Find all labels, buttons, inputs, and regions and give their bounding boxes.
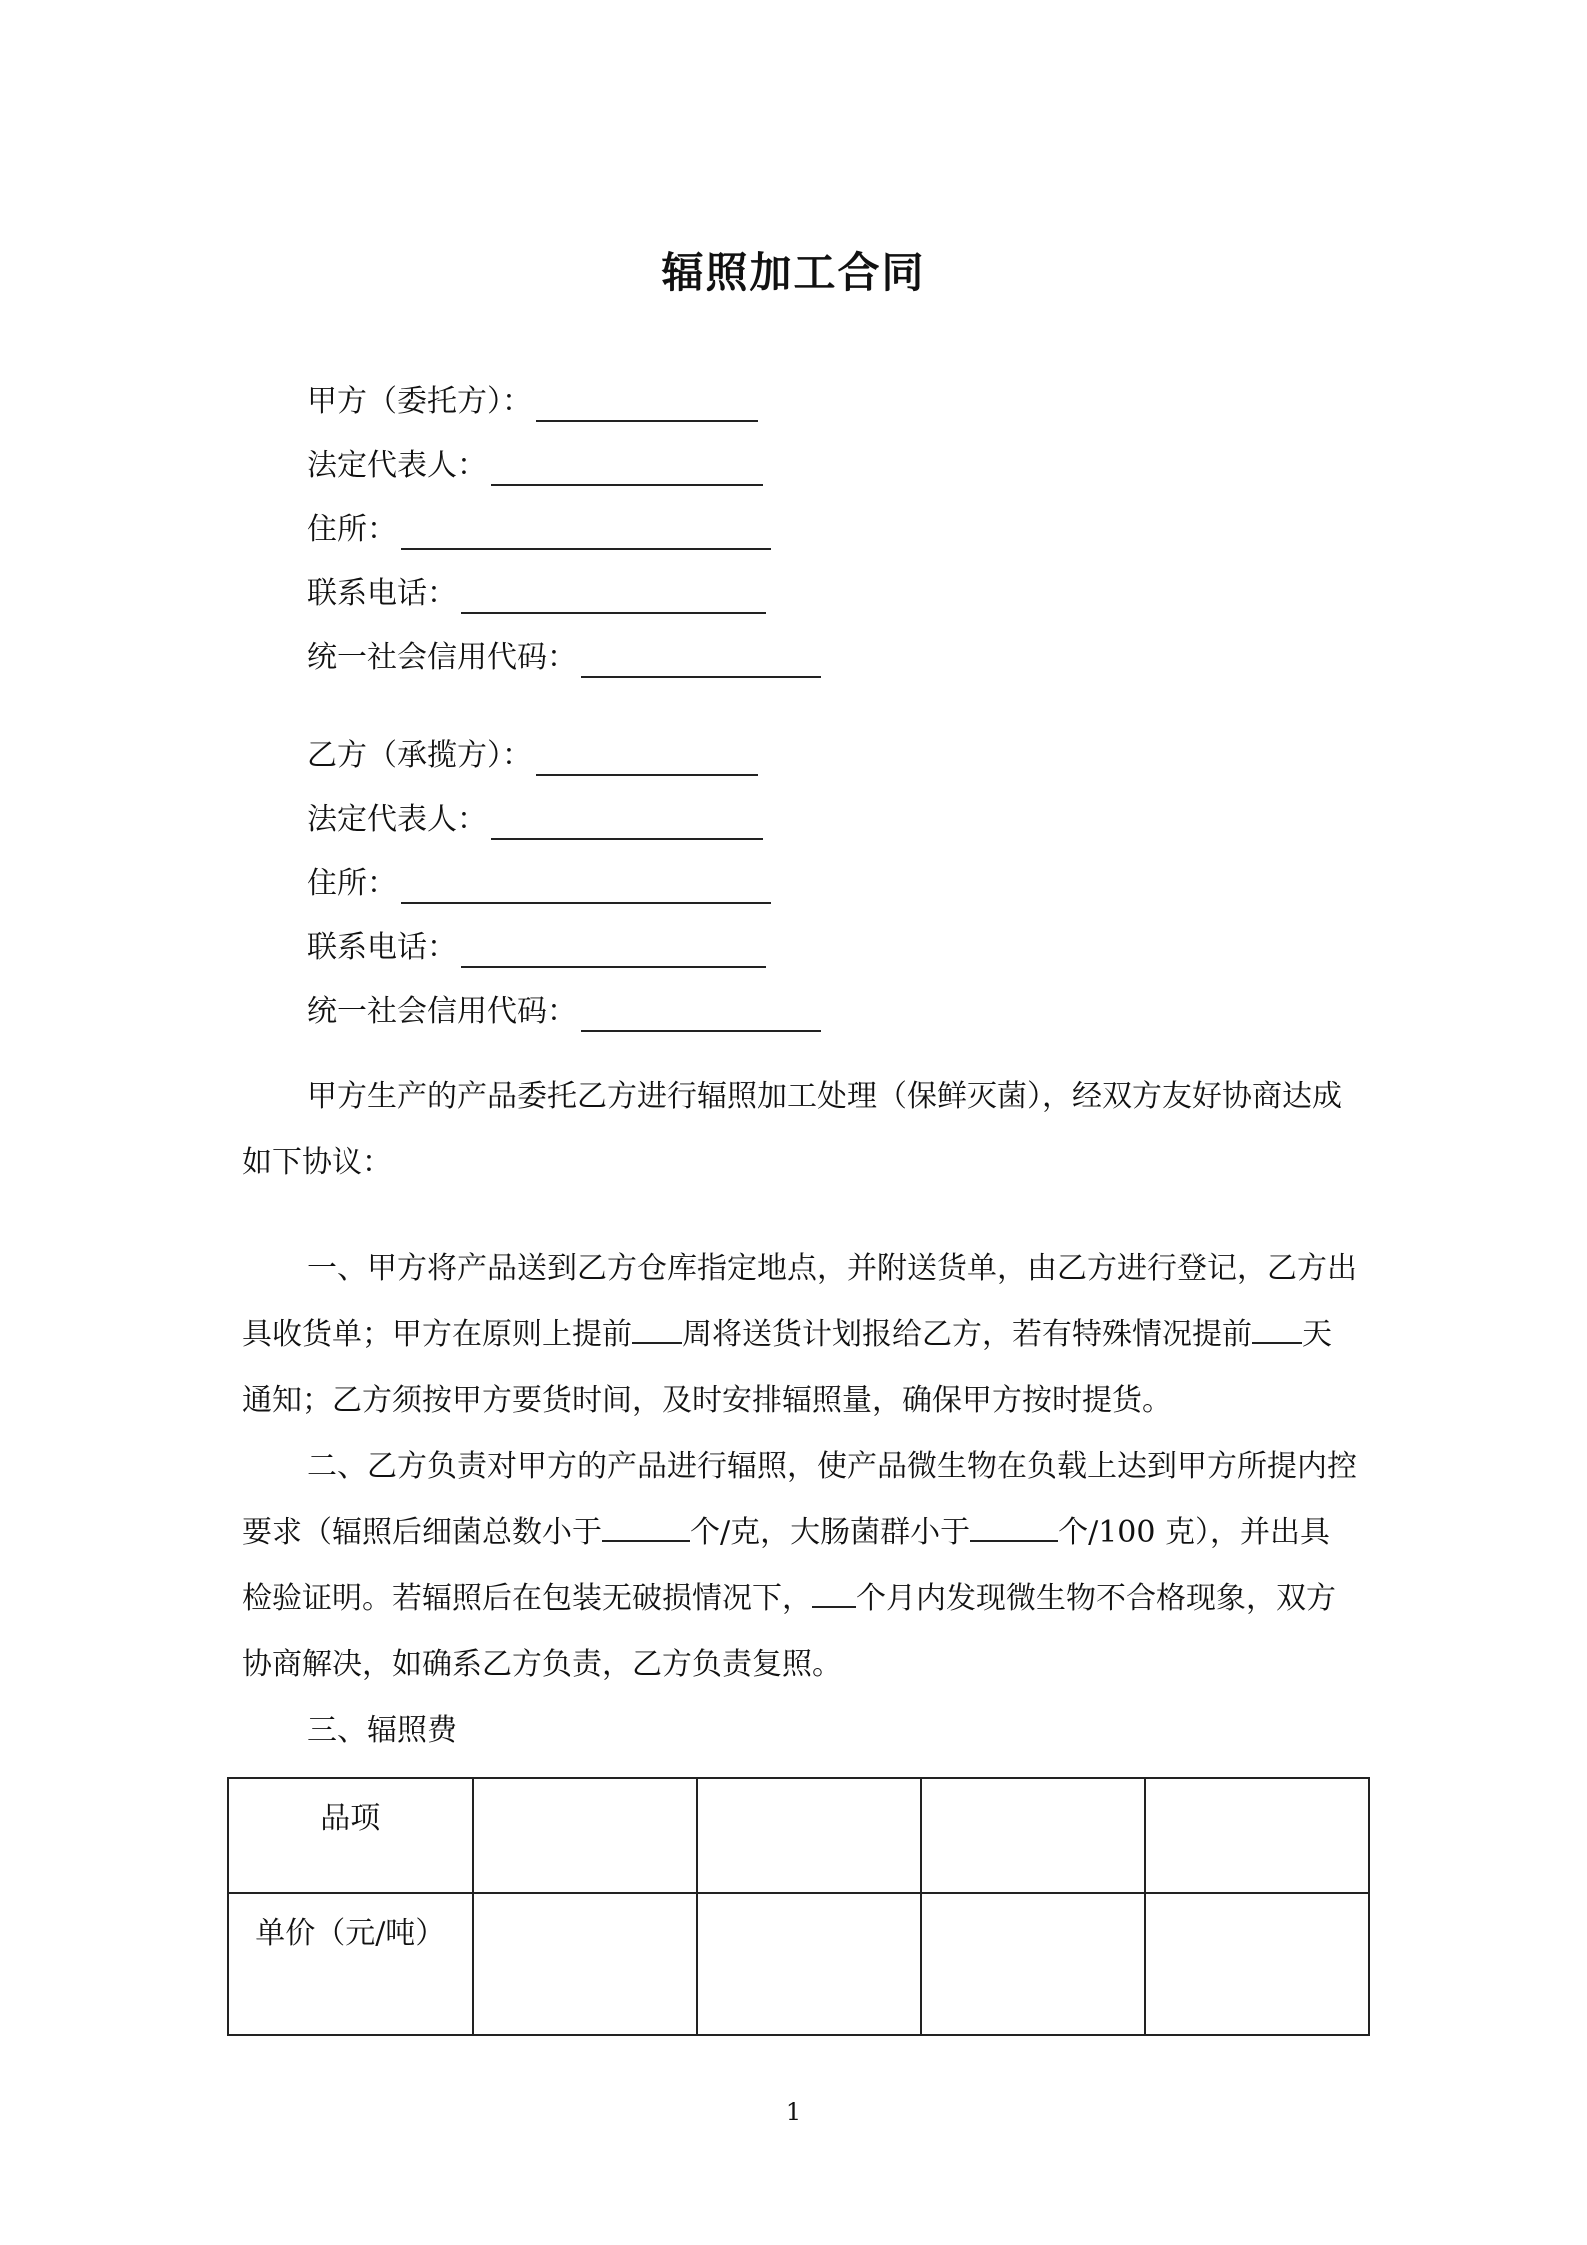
- clause-3-heading: 三、辐照费: [307, 1713, 457, 1748]
- clause-2-text-c: 个/100 克），并出具检验证明。若辐照后在包装无破损情况下，: [242, 1515, 1331, 1616]
- party-b-rep-blank[interactable]: [491, 800, 763, 840]
- party-b-rep-field: [307, 776, 821, 840]
- fee-table-cell[interactable]: [921, 1778, 1145, 1893]
- fee-table-cell[interactable]: [697, 1893, 921, 2035]
- clause-2-text-b: 个/克，大肠菌群小于: [690, 1515, 971, 1550]
- clause-2-coliform-blank[interactable]: [970, 1506, 1058, 1542]
- clause-2-text-d: 个月内发现微生物不合格现象，双方协商解决，如确系乙方负责，乙方负责复照。: [242, 1581, 1336, 1682]
- party-a-phone-field: [307, 550, 821, 614]
- party-b-credit-code-field: [307, 968, 821, 1032]
- fee-table-items-label: 品项: [228, 1778, 473, 1893]
- party-a-address-field: [307, 486, 821, 550]
- party-a-block: [307, 358, 821, 678]
- party-b-phone-label: 联系电话：: [307, 930, 457, 965]
- party-a-phone-blank[interactable]: [461, 574, 766, 614]
- party-b-credit-code-blank[interactable]: [581, 992, 821, 1032]
- party-a-name-label: 甲方（委托方）：: [307, 384, 532, 419]
- party-b-credit-code-label: 统一社会信用代码：: [307, 994, 577, 1029]
- party-b-name-blank[interactable]: [536, 736, 758, 776]
- party-a-phone-label: 联系电话：: [307, 576, 457, 611]
- fee-table-price-label: 单价（元/吨）: [228, 1893, 473, 2035]
- clause-1: [242, 1236, 1357, 1434]
- party-a-rep-blank[interactable]: [491, 446, 763, 486]
- clause-2-bacteria-blank[interactable]: [602, 1506, 690, 1542]
- party-b-name-field: [307, 712, 821, 776]
- party-b-phone-field: [307, 904, 821, 968]
- clause-1-text-b: 周将送货计划报给乙方，若有特殊情况提前: [682, 1317, 1252, 1352]
- fee-table-cell[interactable]: [473, 1778, 697, 1893]
- clause-1-weeks-blank[interactable]: [632, 1308, 682, 1344]
- fee-table-cell[interactable]: [473, 1893, 697, 2035]
- party-b-phone-blank[interactable]: [461, 928, 766, 968]
- fee-table-cell[interactable]: [1145, 1778, 1369, 1893]
- fee-table-cell[interactable]: [697, 1778, 921, 1893]
- party-b-address-blank[interactable]: [401, 864, 771, 904]
- party-b-block: [307, 712, 821, 1032]
- intro-paragraph: 甲方生产的产品委托乙方进行辐照加工处理（保鲜灭菌），经双方友好协商达成如下协议：: [242, 1079, 1342, 1180]
- party-a-rep-label: 法定代表人：: [307, 448, 487, 483]
- fee-table-cell[interactable]: [1145, 1893, 1369, 2035]
- party-a-credit-code-label: 统一社会信用代码：: [307, 640, 577, 675]
- party-a-name-field: [307, 358, 821, 422]
- party-b-rep-label: 法定代表人：: [307, 802, 487, 837]
- fee-table-row-price: [228, 1893, 1369, 2035]
- clause-1-text-a: 一、甲方将产品送到乙方仓库指定地点，并附送货单，由乙方进行登记，乙方出具收货单；甲方在原则上提前: [242, 1251, 1357, 1352]
- document-title: 辐照加工合同: [661, 248, 926, 297]
- clause-1-days-blank[interactable]: [1252, 1308, 1302, 1344]
- page-number: 1: [785, 2098, 802, 2126]
- fee-table: [227, 1777, 1370, 2036]
- clause-1-text-c: 天通知；乙方须按甲方要货时间，及时安排辐照量，确保甲方按时提货。: [242, 1317, 1332, 1418]
- party-a-credit-code-blank[interactable]: [581, 638, 821, 678]
- clause-2-text-a: 二、乙方负责对甲方的产品进行辐照，使产品微生物在负载上达到甲方所提内控要求（辐照后细菌总数小于: [242, 1449, 1357, 1550]
- clause-2: [242, 1434, 1357, 1698]
- party-a-rep-field: [307, 422, 821, 486]
- party-b-address-label: 住所：: [307, 866, 397, 901]
- party-a-credit-code-field: [307, 614, 821, 678]
- party-a-name-blank[interactable]: [536, 382, 758, 422]
- party-b-address-field: [307, 840, 821, 904]
- fee-table-cell[interactable]: [921, 1893, 1145, 2035]
- party-a-address-blank[interactable]: [401, 510, 771, 550]
- party-a-address-label: 住所：: [307, 512, 397, 547]
- party-b-name-label: 乙方（承揽方）：: [307, 738, 532, 773]
- clause-2-months-blank[interactable]: [812, 1572, 856, 1608]
- fee-table-row-items: [228, 1778, 1369, 1893]
